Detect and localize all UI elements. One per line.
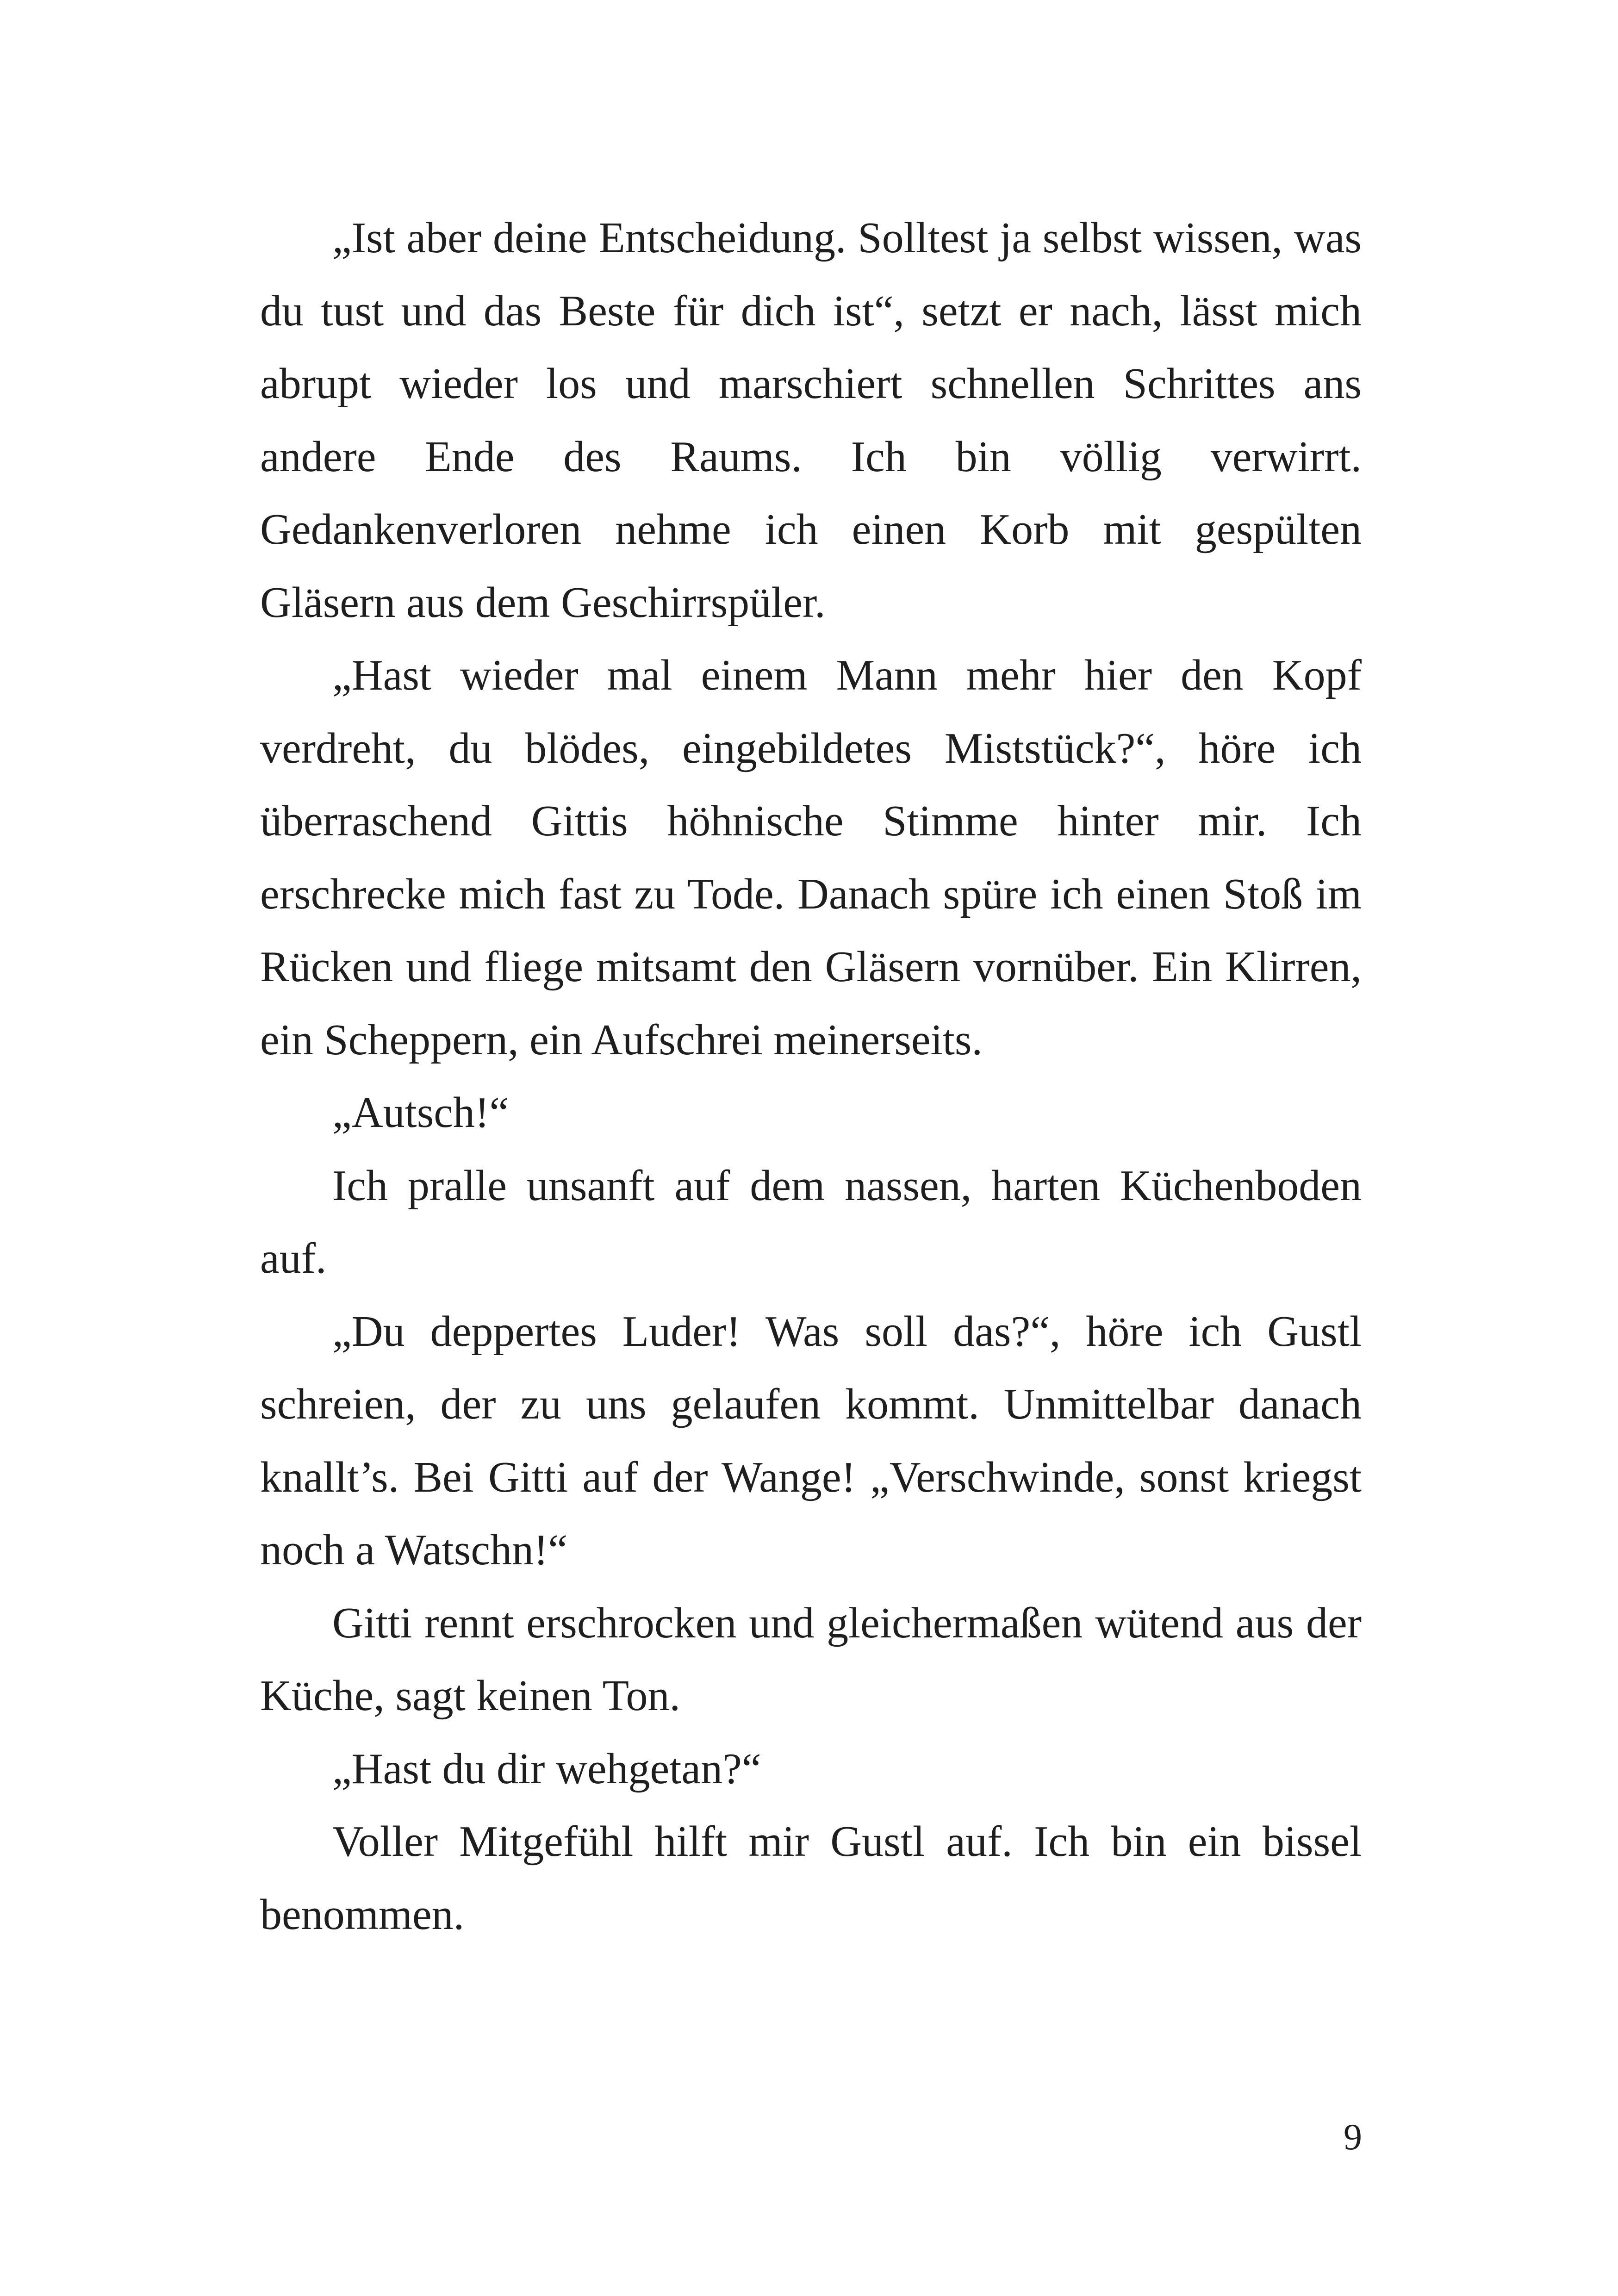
body-text [260,202,1362,1951]
paragraph: „Autsch!“ [332,1089,509,1137]
page-number: 9 [1344,2117,1362,2158]
paragraph: „Hast du dir wehgetan?“ [332,1744,761,1793]
paragraph: „Hast wieder mal einem Mann mehr hier den Kopf verdreht, du blödes, eingebildetes Miststück?“, höre ich überraschend Gittis höhnische Stimme hinter mir. Ich erschrecke mich fast zu Tode. Danach spüre ich einen Stoß im Rücken und fliege mitsamt den Gläsern vornüber. Ein Klirren, ein Scheppern, ein Aufschrei meinerseits. [260,651,1362,1064]
paragraph: Ich pralle unsanft auf dem nassen, harten Küchenboden auf. [260,1161,1362,1282]
paragraph: Voller Mitgefühl hilft mir Gustl auf. Ich bin ein bissel benommen. [260,1817,1362,1939]
paragraph: Gitti rennt erschrocken und gleichermaßen wütend aus der Küche, sagt keinen Ton. [260,1599,1362,1720]
paragraph: „Ist aber deine Entscheidung. Solltest ja selbst wissen, was du tust und das Beste für dich ist“, setzt er nach, lässt mich abrupt wieder los und marschiert schnellen Schrittes ans andere Ende des Raums. Ich bin völlig verwirrt. Gedankenverloren nehme ich einen Korb mit gespülten Gläsern aus dem Geschirrspüler. [260,214,1362,627]
paragraph: „Du deppertes Luder! Was soll das?“, höre ich Gustl schreien, der zu uns gelaufen kommt. Unmittelbar danach knallt’s. Bei Gitti auf der Wange! „Verschwinde, sonst kriegst noch a Watschn!“ [260,1307,1362,1574]
